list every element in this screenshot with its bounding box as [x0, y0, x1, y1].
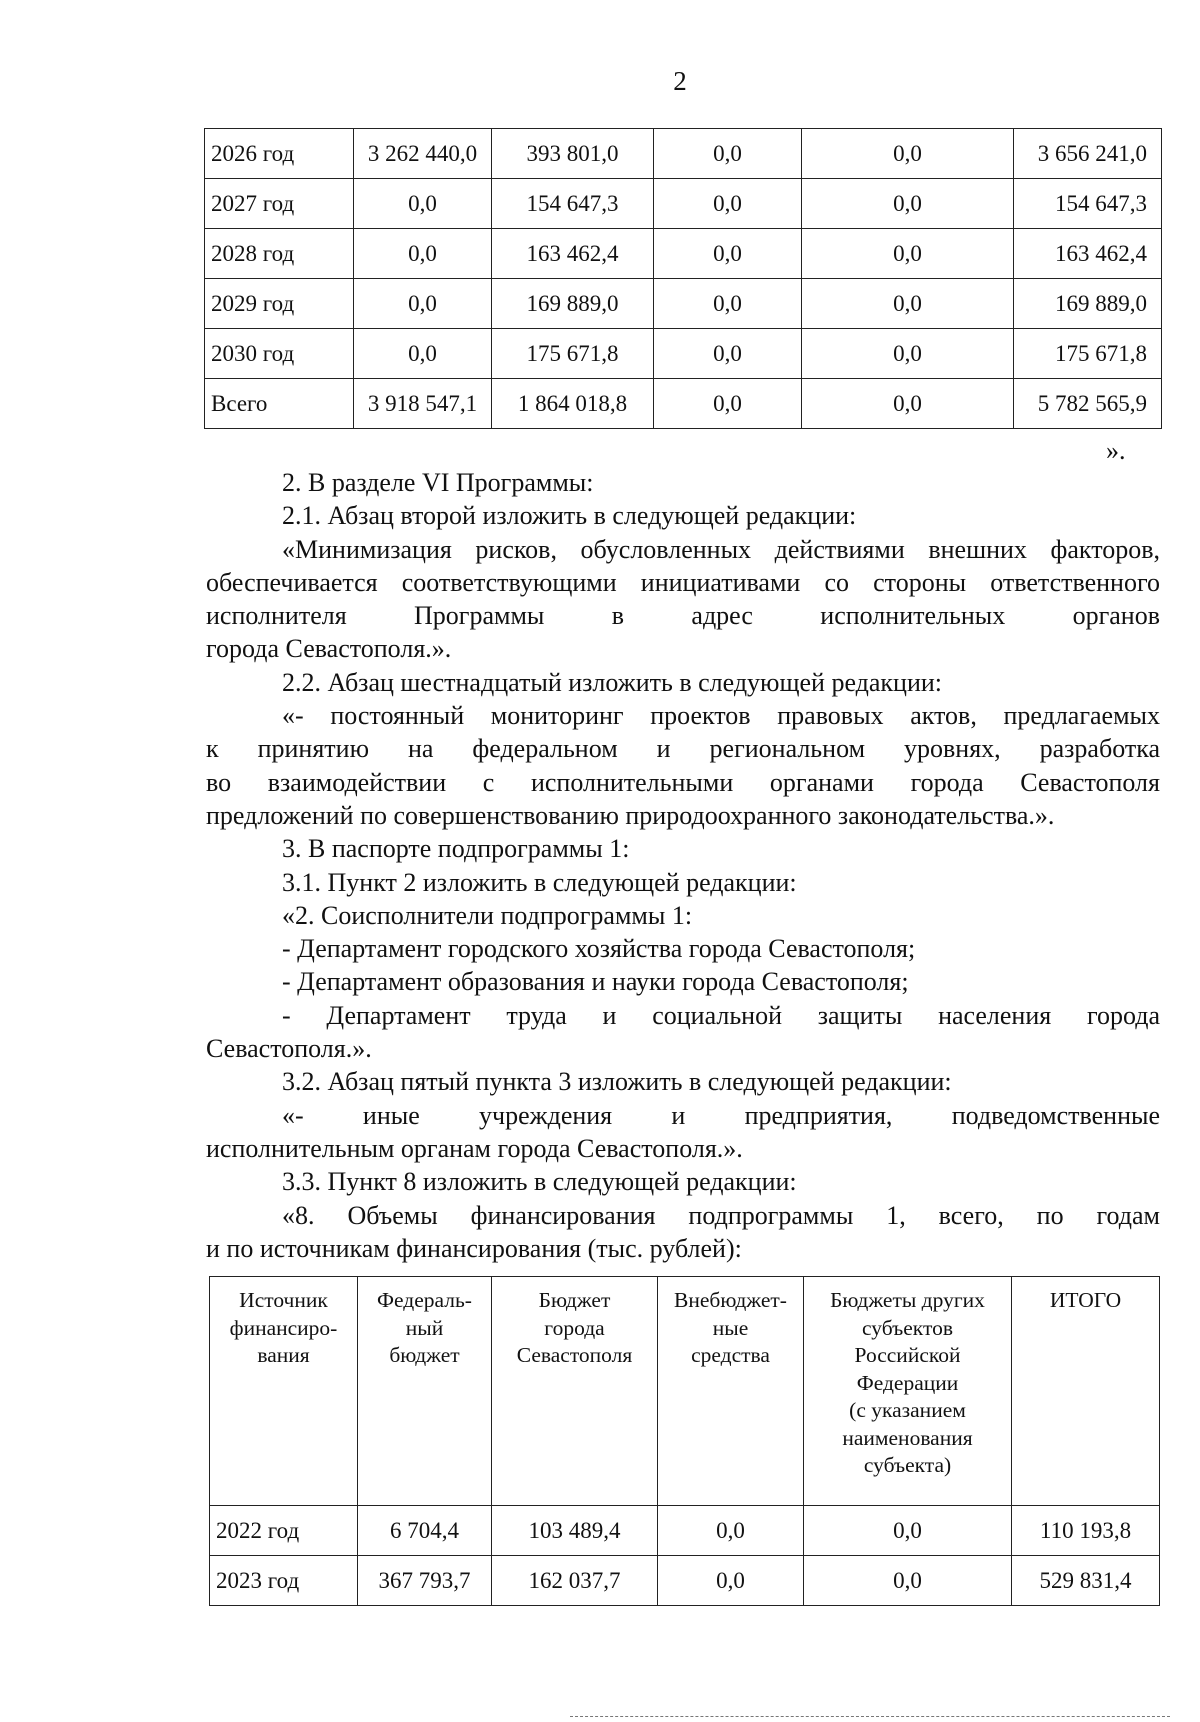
table-cell: 0,0 — [654, 229, 802, 279]
table-cell: 529 831,4 — [1012, 1556, 1160, 1606]
table-cell: 0,0 — [354, 279, 492, 329]
table-header-cell — [358, 1277, 492, 1506]
table-cell: 169 889,0 — [1014, 279, 1162, 329]
header-line: города — [544, 1315, 605, 1340]
table-cell: 0,0 — [802, 129, 1014, 179]
table-cell: 163 462,4 — [1014, 229, 1162, 279]
table-cell: 2022 год — [210, 1506, 358, 1556]
table-cell: 0,0 — [658, 1506, 804, 1556]
table-cell: 110 193,8 — [1012, 1506, 1160, 1556]
table-cell: 0,0 — [354, 229, 492, 279]
quote-line: и по источникам финансирования (тыс. рублей): — [206, 1233, 742, 1263]
header-line: Федераль- — [377, 1288, 472, 1312]
header-line: финансиро- — [229, 1315, 338, 1340]
table-row — [210, 1506, 1160, 1556]
table-cell: 0,0 — [654, 129, 802, 179]
paragraph-3-3: 3.3. Пункт 8 изложить в следующей редакции: — [282, 1167, 797, 1197]
quote-line: города Севастополя.». — [206, 634, 452, 664]
table-cell: 2030 год — [205, 329, 354, 379]
quote-line: «2. Соисполнители подпрограммы 1: — [282, 900, 693, 930]
paragraph-section-2: 2. В разделе VI Программы: — [282, 468, 594, 497]
paragraph-section-3: 3. В паспорте подпрограммы 1: — [282, 834, 630, 864]
table-cell: 175 671,8 — [492, 329, 654, 379]
list-item: Севастополя.». — [206, 1034, 372, 1064]
table-cell: Всего — [205, 379, 354, 429]
quote-line: обеспечивается соответствующими инициативами со стороны ответственного — [206, 567, 1160, 597]
quote-line: во взаимодействии с исполнительными органами города Севастополя — [206, 767, 1160, 797]
table-cell: 5 782 565,9 — [1014, 379, 1162, 429]
quote-line: «8. Объемы финансирования подпрограммы 1, всего, по годам — [282, 1200, 1160, 1230]
header-line: (с указанием — [849, 1398, 966, 1422]
table-cell: 3 918 547,1 — [354, 379, 492, 429]
table-cell: 0,0 — [658, 1556, 804, 1606]
table-cell: 6 704,4 — [358, 1506, 492, 1556]
list-item: - Департамент городского хозяйства города Севастополя; — [282, 934, 916, 964]
header-line: Внебюджет- — [674, 1288, 787, 1312]
table-header-row — [210, 1277, 1160, 1506]
page-number: 2 — [673, 66, 687, 96]
table-row — [205, 179, 1162, 229]
header-line: Источник — [239, 1288, 328, 1312]
header-line: Севастополя — [516, 1343, 633, 1367]
table-cell: 0,0 — [802, 229, 1014, 279]
paragraph-3-2: 3.2. Абзац пятый пункта 3 изложить в следующей редакции: — [282, 1067, 952, 1097]
table-cell: 154 647,3 — [1014, 179, 1162, 229]
table-header-cell — [492, 1277, 658, 1506]
table-cell: 0,0 — [654, 379, 802, 429]
table-cell: 169 889,0 — [492, 279, 654, 329]
table-cell: 1 864 018,8 — [492, 379, 654, 429]
table-header-cell — [804, 1277, 1012, 1506]
body-text — [206, 466, 1160, 1265]
table-cell: 154 647,3 — [492, 179, 654, 229]
quote-line: «Минимизация рисков, обусловленных действиями внешних факторов, — [282, 534, 1160, 564]
table-cell: 162 037,7 — [492, 1556, 658, 1606]
header-line: Бюджеты других — [830, 1288, 985, 1312]
table-cell: 0,0 — [654, 279, 802, 329]
quote-line: «- иные учреждения и предприятия, подведомственные — [282, 1100, 1160, 1130]
table-cell: 3 262 440,0 — [354, 129, 492, 179]
table-cell: 2029 год — [205, 279, 354, 329]
header-line: средства — [691, 1343, 770, 1367]
table-cell: 0,0 — [804, 1556, 1012, 1606]
table-row — [205, 329, 1162, 379]
list-item: - Департамент образования и науки города Севастополя; — [282, 967, 909, 997]
list-item: - Департамент труда и социальной защиты населения города — [282, 1000, 1160, 1030]
table-cell: 2028 год — [205, 229, 354, 279]
table-cell: 393 801,0 — [492, 129, 654, 179]
table-cell: 2026 год — [205, 129, 354, 179]
header-line: ные — [712, 1315, 749, 1340]
table-cell: 0,0 — [802, 279, 1014, 329]
table-header-cell — [658, 1277, 804, 1506]
table-cell: 0,0 — [804, 1506, 1012, 1556]
table-row — [205, 379, 1162, 429]
table-row — [205, 279, 1162, 329]
table-row — [210, 1556, 1160, 1606]
quote-line: предложений по совершенствованию природоохранного законодательства.». — [206, 800, 1055, 830]
header-line: ный — [405, 1315, 444, 1340]
quote-line: исполнителя Программы в адрес исполнительных органов — [206, 601, 1160, 631]
subprogram-financing-table — [209, 1276, 1160, 1606]
table-cell: 2023 год — [210, 1556, 358, 1606]
table-cell: 3 656 241,0 — [1014, 129, 1162, 179]
table-cell: 0,0 — [354, 329, 492, 379]
table-row — [205, 229, 1162, 279]
table-cell: 175 671,8 — [1014, 329, 1162, 379]
quote-line: к принятию на федеральном и региональном уровнях, разработка — [206, 734, 1160, 764]
table-cell: 0,0 — [802, 329, 1014, 379]
table-cell: 0,0 — [802, 179, 1014, 229]
table-cell: 0,0 — [654, 329, 802, 379]
table-cell: 2027 год — [205, 179, 354, 229]
table-row — [205, 129, 1162, 179]
paragraph-2-2: 2.2. Абзац шестнадцатый изложить в следующей редакции: — [282, 667, 943, 697]
paragraph-3-1: 3.1. Пункт 2 изложить в следующей редакции: — [282, 867, 797, 897]
table-cell: 0,0 — [654, 179, 802, 229]
quote-line: исполнительным органам города Севастополя.». — [206, 1133, 743, 1163]
header-line: субъекта) — [863, 1453, 952, 1477]
header-line: Бюджет — [538, 1288, 611, 1312]
header-line: Федерации — [856, 1370, 959, 1395]
header-line: бюджет — [389, 1343, 460, 1367]
quote-line: «- постоянный мониторинг проектов правовых актов, предлагаемых — [282, 701, 1160, 731]
table-cell: 0,0 — [802, 379, 1014, 429]
header-line: наименования — [842, 1425, 973, 1450]
table-cell: 367 793,7 — [358, 1556, 492, 1606]
header-line: субъектов — [862, 1315, 953, 1340]
header-line: Российской — [854, 1343, 961, 1367]
header-line: ИТОГО — [1049, 1288, 1122, 1312]
closing-quote: ». — [1106, 436, 1126, 465]
table-cell: 163 462,4 — [492, 229, 654, 279]
paragraph-2-1: 2.1. Абзац второй изложить в следующей редакции: — [282, 501, 857, 531]
page-bottom-edge — [570, 1716, 1170, 1717]
table-header-cell — [210, 1277, 358, 1506]
header-line: вания — [257, 1343, 310, 1367]
table-cell: 0,0 — [354, 179, 492, 229]
table-cell: 103 489,4 — [492, 1506, 658, 1556]
table-header-cell — [1012, 1277, 1160, 1506]
financing-table-continued — [204, 128, 1162, 429]
